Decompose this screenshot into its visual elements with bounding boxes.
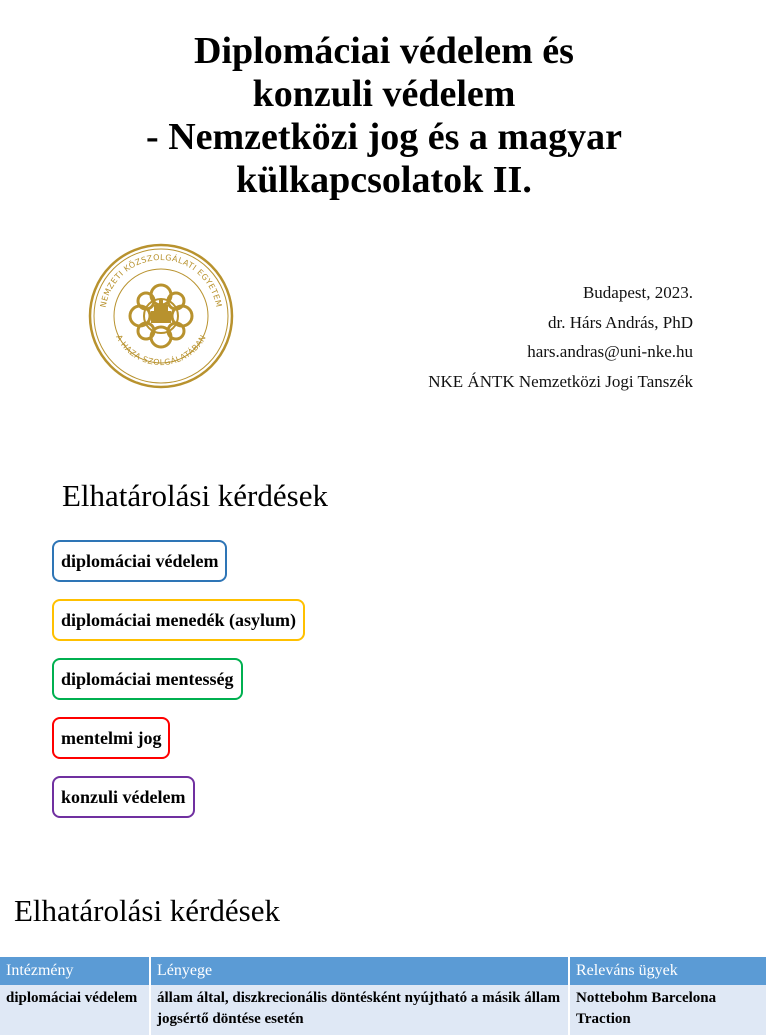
table-cell: Nottebohm Barcelona Traction <box>570 985 768 1035</box>
table-cell: állam által, diszkrecionális döntésként nyújtható a másik állam jogsértő döntése esetén <box>151 985 570 1035</box>
term-diplomatic-protection: diplomáciai védelem <box>52 540 227 582</box>
table-row <box>0 985 768 1035</box>
section-heading-1: Elhatárolási kérdések <box>62 478 328 513</box>
title-line-4: külkapcsolatok II. <box>236 159 532 201</box>
author-info <box>428 278 693 396</box>
term-diplomatic-immunity: diplomáciai mentesség <box>52 658 243 700</box>
university-seal-logo <box>88 243 234 389</box>
table-cell: diplomáciai védelem <box>0 985 151 1035</box>
svg-text:NEMZETI KÖZSZOLGÁLATI EGYETEM: NEMZETI KÖZSZOLGÁLATI EGYETEM <box>98 252 224 309</box>
svg-text:A HAZA SZOLGÁLATÁBAN: A HAZA SZOLGÁLATÁBAN <box>114 333 208 368</box>
column-header-institution: Intézmény <box>0 957 151 985</box>
department: NKE ÁNTK Nemzetközi Jogi Tanszék <box>428 371 693 391</box>
term-parliamentary-immunity: mentelmi jog <box>52 717 170 759</box>
author-email: hars.andras@uni-nke.hu <box>527 342 693 361</box>
slide-title <box>0 30 768 202</box>
term-consular-protection: konzuli védelem <box>52 776 195 818</box>
title-line-1: Diplomáciai védelem és <box>194 30 574 72</box>
section-heading-2: Elhatárolási kérdések <box>14 893 280 928</box>
comparison-table <box>0 957 768 1035</box>
column-header-cases: Releváns ügyek <box>570 957 768 985</box>
table-header <box>0 957 768 985</box>
title-line-3: - Nemzetközi jog és a magyar <box>146 116 622 158</box>
author-name: dr. Hárs András, PhD <box>548 312 693 332</box>
term-diplomatic-asylum: diplomáciai menedék (asylum) <box>52 599 305 641</box>
place-date: Budapest, 2023. <box>582 283 693 302</box>
title-line-2: konzuli védelem <box>252 73 516 115</box>
column-header-essence: Lényege <box>151 957 570 985</box>
